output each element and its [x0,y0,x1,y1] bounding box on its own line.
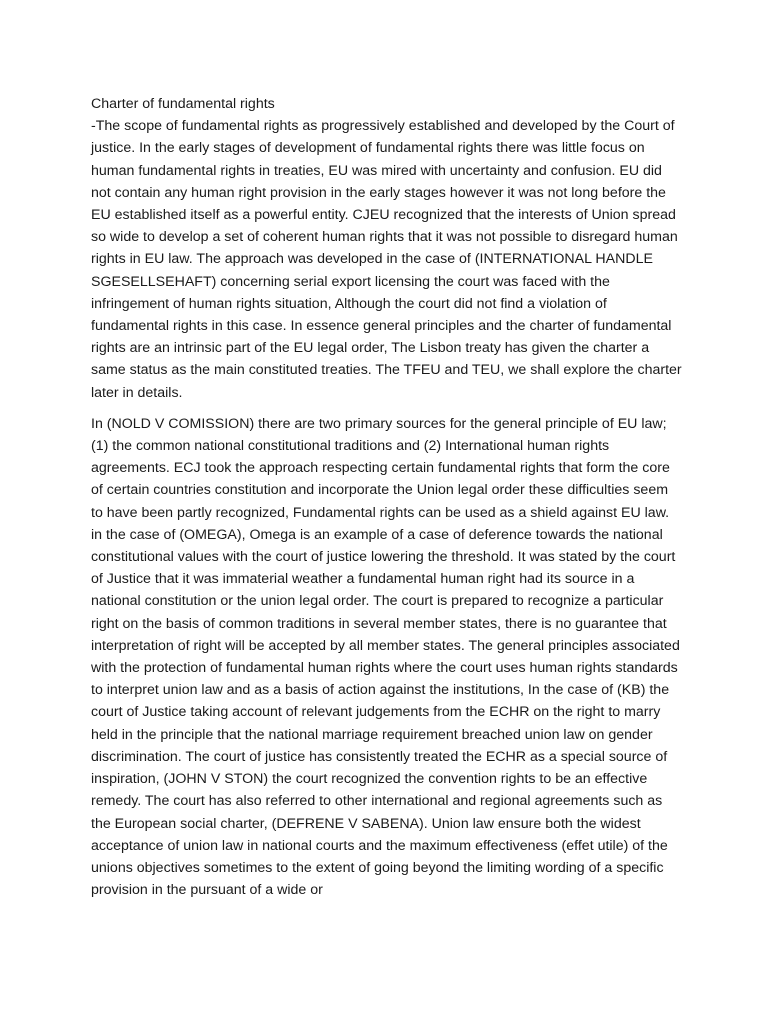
paragraph-nold-v-commission: In (NOLD V COMISSION) there are two primary sources for the general principle of EU law; (1) the common national constitutional traditions and (2) International human rights agreements. ECJ took the approach respecting certain fundamental rights that form the core of certain countries constitution and incorporate the Union legal order these difficulties seem to have been partly recognized, Fundamental rights can be used as a shield against EU law. in the case of (OMEGA), Omega is an example of a case of deference towards the national constitutional values with the court of justice lowering the threshold. It was stated by the court of Justice that it was immaterial weather a fundamental human right had its source in a national constitution or the union legal order. The court is prepared to recognize a particular right on the basis of common traditions in several member states, there is no guarantee that interpretation of right will be accepted by all member states. The general principles associated with the protection of fundamental human rights where the court uses human rights standards to interpret union law and as a basis of action against the institutions, In the case of (KB) the court of Justice taking account of relevant judgements from the ECHR on the right to marry held in the principle that the national marriage requirement breached union law on gender discrimination. The court of justice has consistently treated the ECHR as a special source of inspiration, (JOHN V STON) the court recognized the convention rights to be an effective remedy. The court has also referred to other international and regional agreements such as the European social charter, (DEFRENE V SABENA). Union law ensure both the widest acceptance of union law in national courts and the maximum effectiveness (effet utile) of the unions objectives sometimes to the extent of going beyond the limiting wording of a specific provision in the pursuant of a wide or [91,415,680,899]
document-page [91,93,683,910]
document-title: Charter of fundamental rights [91,96,275,112]
paragraph-scope-of-rights: -The scope of fundamental rights as progressively established and developed by the Court of justice. In the early stages of development of fundamental rights there was little focus on human fundamental rights in treaties, EU was mired with uncertainty and confusion. EU did not contain any human right provision in the early stages however it was not long before the EU established itself as a powerful entity. CJEU recognized that the interests of Union spread so wide to develop a set of coherent human rights that it was not possible to disregard human rights in EU law. The approach was developed in the case of (INTERNATIONAL HANDLE SGESELLSEHAFT) concerning serial export licensing the court was faced with the infringement of human rights situation, Although the court did not find a violation of fundamental rights in this case. In essence general principles and the charter of fundamental rights are an intrinsic part of the EU legal order, The Lisbon treaty has given the charter a same status as the main constituted treaties. The TFEU and TEU, we shall explore the charter later in details. [91,118,682,401]
